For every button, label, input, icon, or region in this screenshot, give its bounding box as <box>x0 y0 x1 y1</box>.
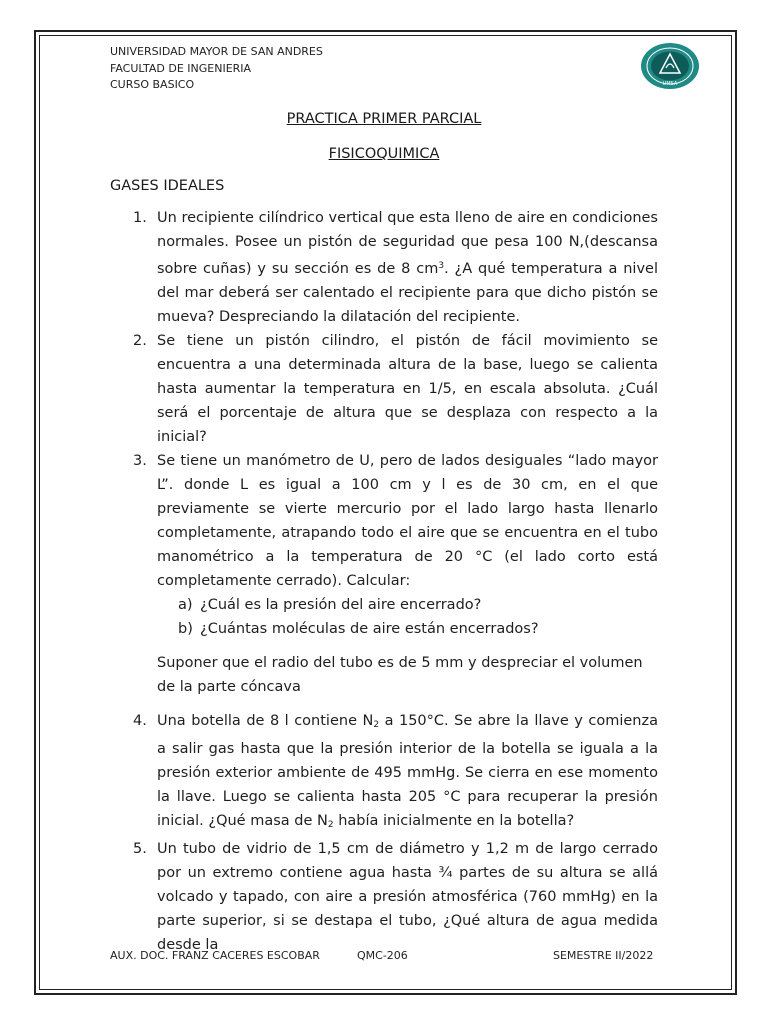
question-1 <box>133 206 658 329</box>
question-3 <box>133 449 658 593</box>
footer-semester: SEMESTRE II/2022 <box>553 949 654 962</box>
page-title: PRACTICA PRIMER PARCIAL <box>286 111 482 127</box>
question-number: 5. <box>133 841 147 857</box>
header-university: UNIVERSIDAD MAYOR DE SAN ANDRES <box>110 45 323 58</box>
sub-question-a <box>178 593 658 617</box>
question-2 <box>133 329 658 449</box>
question-number: 3. <box>133 453 147 469</box>
question-5 <box>133 837 658 957</box>
sub-question-b <box>178 617 658 641</box>
subject-title: FISICOQUIMICA <box>328 146 440 162</box>
sub-question-label: a) <box>178 597 193 613</box>
question-text: . ¿A qué temperatura a nivel del mar deberá ser calentado el recipiente para que dicho pistón se mueva? Despreciando la dilatación del recipiente. <box>157 261 658 325</box>
question-number: 4. <box>133 713 147 729</box>
question-number: 1. <box>133 210 147 226</box>
question-text: Un recipiente cilíndrico vertical que esta lleno de aire en condiciones normales. Posee un pistón de seguridad que pesa 100 N,(descansa sobre cuñas) y su sección es de 8 cm <box>157 210 658 277</box>
logo-text: UMSA <box>662 81 678 87</box>
question-text: Se tiene un manómetro de U, pero de lados desiguales “lado mayor L”. donde L es igual a 100 cm y l es de 30 cm, en el que previamente se vierte mercurio por el lado largo hasta llenarlo completamente, atrapando todo el aire que se encuentra en el tubo manométrico a la temperatura de 20 °C (el lado corto está completamente cerrado). Calcular: <box>157 453 658 589</box>
sub-question-text: ¿Cuál es la presión del aire encerrado? <box>200 597 482 613</box>
sub-question-text: ¿Cuántas moléculas de aire están encerrados? <box>200 621 539 637</box>
question-number: 2. <box>133 333 147 349</box>
question-text: a 150°C. Se abre la llave y comienza a salir gas hasta que la presión interior de la botella se iguala a la presión exterior ambiente de 495 mmHg. Se cierra en ese momento la llave. Luego se calienta hasta 205 °C para recuperar la presión inicial. ¿Qué masa de N <box>157 713 658 829</box>
question-3-note: Suponer que el radio del tubo es de 5 mm y despreciar el volumen de la parte cóncava <box>157 655 643 695</box>
question-4 <box>133 709 658 837</box>
question-list <box>133 206 658 593</box>
section-heading: GASES IDEALES <box>110 178 225 194</box>
question-text: Se tiene un pistón cilindro, el pistón de fácil movimiento se encuentra a una determinada altura de la base, luego se calienta hasta aumentar la temperatura en 1/5, en escala absoluta. ¿Cuál será el porcentaje de altura que se desplaza con respecto a la inicial? <box>157 333 658 445</box>
superscript: 3 <box>438 261 445 271</box>
question-list-continued <box>133 709 658 957</box>
sub-question-list <box>133 593 658 641</box>
footer-author: AUX. DOC. FRANZ CACERES ESCOBAR <box>110 949 320 962</box>
question-text: Una botella de 8 l contiene N <box>157 713 374 729</box>
university-logo <box>640 42 700 90</box>
footer-course-code: QMC-206 <box>357 949 408 962</box>
question-text: había inicialmente en la botella? <box>333 813 575 829</box>
sub-question-label: b) <box>178 621 193 637</box>
header-course: CURSO BASICO <box>110 78 195 91</box>
question-text: Un tubo de vidrio de 1,5 cm de diámetro y 1,2 m de largo cerrado por un extremo contiene agua hasta ¾ partes de su altura se allá volcado y tapado, con aire a presión atmosférica (760 mmHg) en la parte superior, si se destapa el tubo, ¿Qué altura de agua medida desde la <box>157 841 658 953</box>
questions-body <box>133 206 658 957</box>
subscript: 2 <box>373 720 380 730</box>
header-block <box>110 44 323 94</box>
subscript: 2 <box>327 820 334 830</box>
header-faculty: FACULTAD DE INGENIERIA <box>110 61 252 75</box>
